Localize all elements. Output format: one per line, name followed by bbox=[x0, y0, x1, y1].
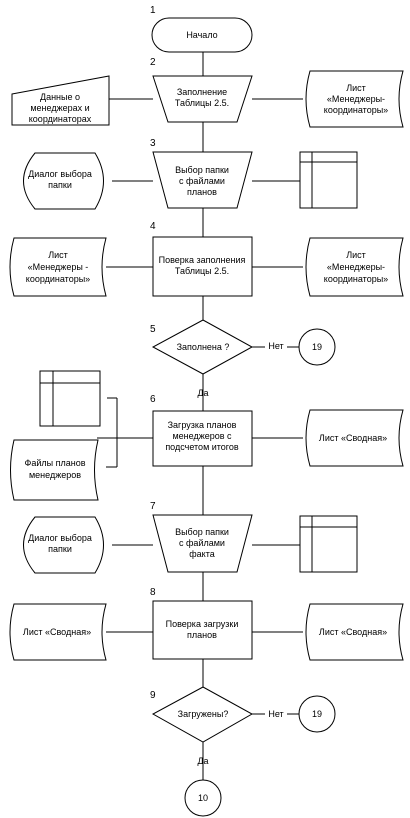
stored-data-label: «Менеджеры - bbox=[27, 262, 89, 272]
display-label: папки bbox=[48, 180, 72, 190]
step-number: 9 bbox=[150, 690, 156, 701]
step-number: 5 bbox=[150, 324, 156, 335]
check-filling-process bbox=[153, 237, 252, 296]
manual-input-label: координаторах bbox=[28, 114, 92, 124]
step-number: 7 bbox=[150, 501, 156, 512]
manual-input-label: Данные о bbox=[39, 92, 81, 102]
stored-data-label: «Менеджеры- bbox=[326, 262, 386, 272]
select-folder-fact-operation bbox=[153, 515, 252, 572]
step-number: 6 bbox=[150, 394, 156, 405]
connector-19-a bbox=[299, 329, 335, 365]
process-label: Поверка заполнения bbox=[158, 255, 246, 265]
connector-19-b bbox=[299, 696, 335, 732]
step-number: 8 bbox=[150, 587, 156, 598]
stored-data-label: «Менеджеры- bbox=[326, 94, 386, 104]
internal-storage-1 bbox=[300, 152, 357, 208]
select-folder-label: с файлами bbox=[179, 176, 225, 186]
select-folder-label: Выбор папки bbox=[175, 165, 229, 175]
display-dialog-folder-2 bbox=[24, 517, 104, 573]
stored-data-managers-top bbox=[306, 71, 403, 127]
display-label: папки bbox=[48, 544, 72, 554]
start-terminator bbox=[152, 18, 252, 52]
connector-label: 19 bbox=[311, 709, 323, 719]
stored-data-label: координаторы» bbox=[323, 274, 389, 284]
manual-input-label: менеджерах и bbox=[30, 103, 90, 113]
stored-data-managers-right bbox=[306, 238, 403, 296]
display-dialog-folder-1 bbox=[24, 153, 104, 209]
internal-storage-3 bbox=[300, 516, 357, 572]
no-label: Нет bbox=[268, 341, 284, 351]
fill-table-operation bbox=[153, 76, 252, 122]
select-folder-label: факта bbox=[189, 549, 215, 559]
step-number: 1 bbox=[150, 5, 156, 16]
decision-filled bbox=[153, 320, 252, 374]
fill-table-label: Таблицы 2.5. bbox=[174, 98, 230, 108]
process-label: подсчетом итогов bbox=[165, 442, 239, 452]
step-number: 4 bbox=[150, 221, 156, 232]
connector-label: 19 bbox=[311, 342, 323, 352]
stored-data-summary-1 bbox=[306, 410, 403, 466]
process-label: Загрузка планов bbox=[167, 420, 237, 430]
step-number: 3 bbox=[150, 138, 156, 149]
stored-data-label: Файлы планов bbox=[24, 458, 86, 468]
fill-table-label: Заполнение bbox=[176, 87, 228, 97]
stored-data-label: координаторы» bbox=[25, 274, 91, 284]
connector-label: 10 bbox=[197, 793, 209, 803]
stored-data-label: Лист bbox=[346, 83, 366, 93]
stored-data-summary-right bbox=[306, 604, 403, 660]
display-label: Диалог выбора bbox=[28, 169, 92, 179]
start-label: Начало bbox=[186, 30, 218, 40]
stored-data-label: координаторы» bbox=[323, 105, 389, 115]
step-number: 2 bbox=[150, 57, 156, 68]
select-folder-plans-operation bbox=[153, 152, 252, 208]
connector-10 bbox=[185, 780, 221, 816]
process-label: Таблицы 2.5. bbox=[174, 266, 230, 276]
process-label: Поверка загрузки bbox=[165, 619, 239, 629]
select-folder-label: планов bbox=[187, 187, 217, 197]
process-label: планов bbox=[187, 630, 217, 640]
select-folder-label: с файлами bbox=[179, 538, 225, 548]
process-label: менеджеров с bbox=[172, 431, 232, 441]
stored-data-label: Лист «Сводная» bbox=[318, 627, 388, 637]
no-label: Нет bbox=[268, 709, 284, 719]
manual-input-managers-data bbox=[12, 76, 109, 125]
stored-data-label: Лист «Сводная» bbox=[22, 627, 92, 637]
stored-data-summary-left bbox=[10, 604, 106, 660]
decision-label: Заполнена ? bbox=[176, 342, 230, 352]
internal-storage-2 bbox=[40, 371, 100, 426]
stored-data-managers-left bbox=[10, 238, 106, 296]
select-folder-label: Выбор папки bbox=[175, 527, 229, 537]
decision-label: Загружены? bbox=[177, 709, 229, 719]
files-plans-storage bbox=[11, 440, 99, 500]
stored-data-label: Лист bbox=[346, 250, 366, 260]
decision-loaded bbox=[153, 687, 252, 742]
step-numbers bbox=[150, 5, 156, 701]
stored-data-label: менеджеров bbox=[28, 470, 82, 480]
yes-label: Да bbox=[197, 388, 209, 398]
stored-data-label: Лист «Сводная» bbox=[318, 433, 388, 443]
yes-label: Да bbox=[197, 756, 209, 766]
display-label: Диалог выбора bbox=[28, 533, 92, 543]
stored-data-label: Лист bbox=[48, 250, 68, 260]
check-loading-process bbox=[153, 601, 252, 659]
load-plans-process bbox=[153, 411, 252, 466]
